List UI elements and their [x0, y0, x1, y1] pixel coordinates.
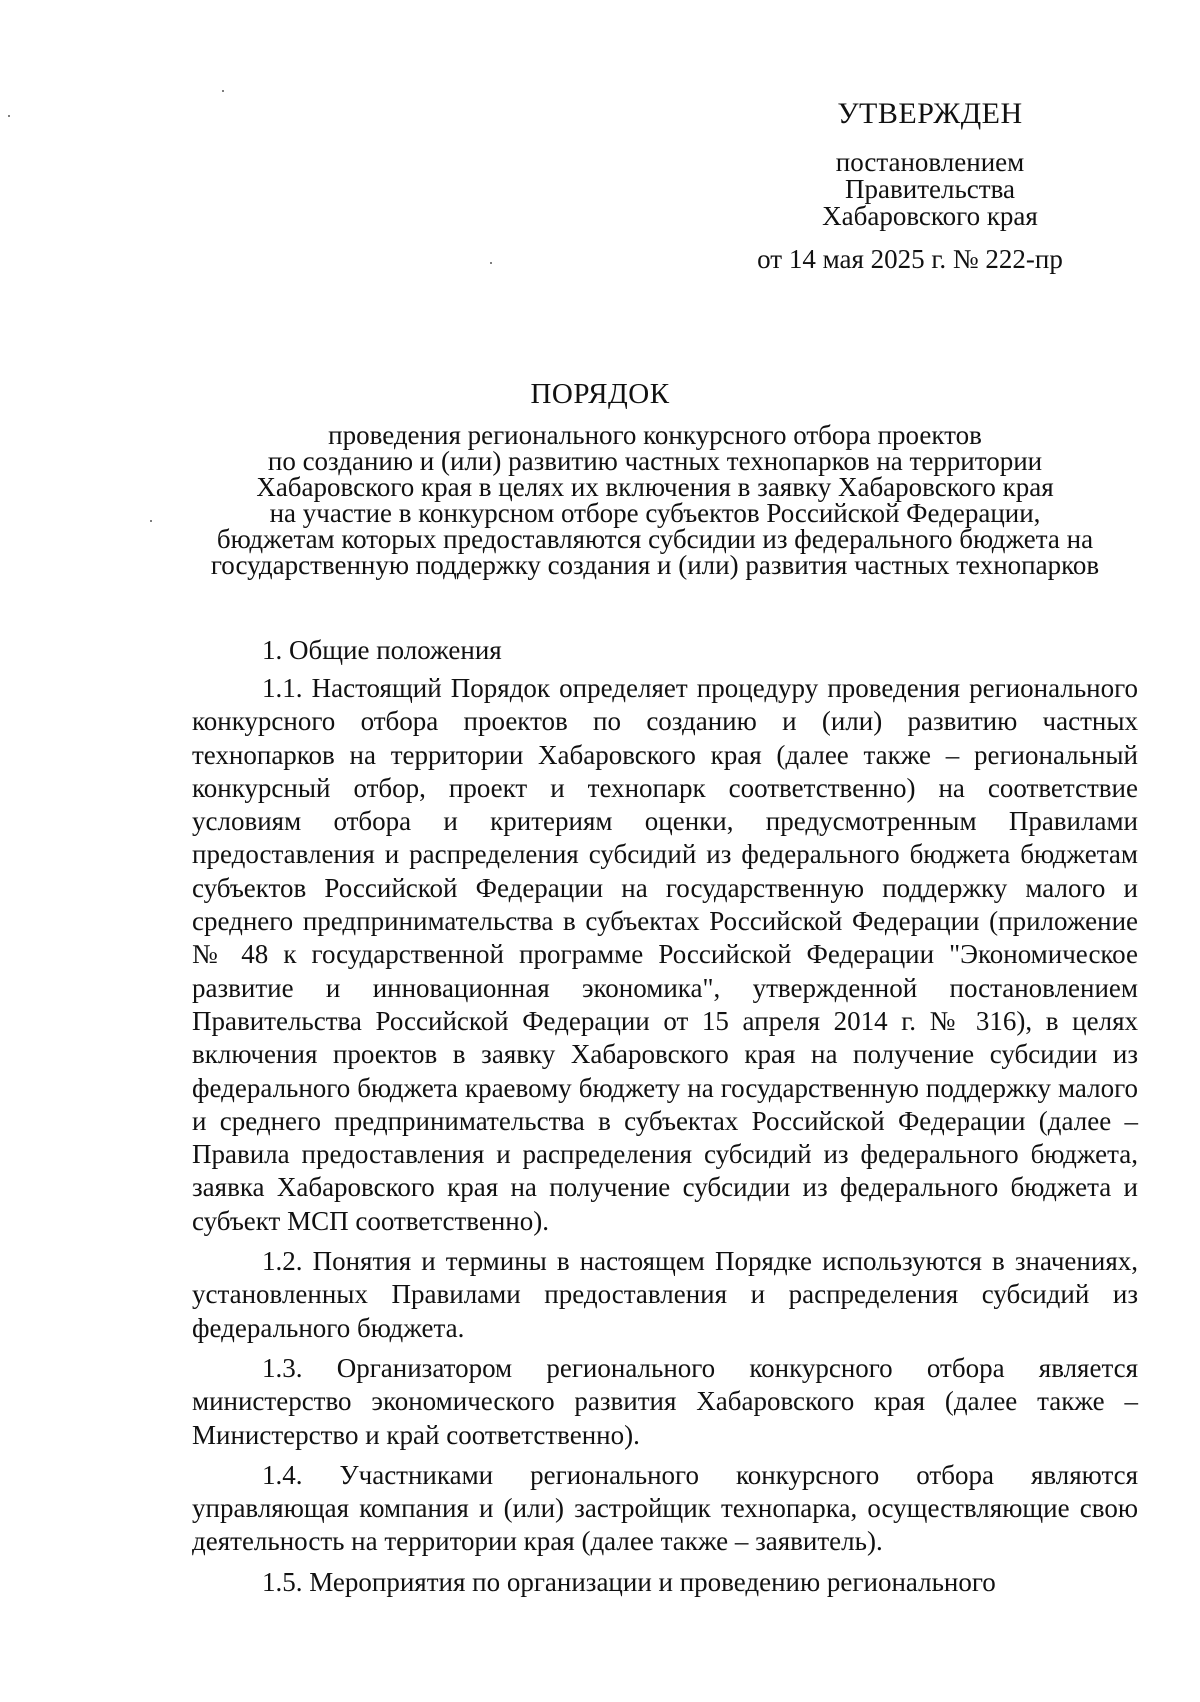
approval-block: [757, 97, 1100, 274]
subtitle-line: по созданию и (или) развитию частных технопарков на территории: [267, 446, 1043, 476]
document-subtitle: [170, 422, 1140, 578]
approved-heading: УТВЕРЖДЕН: [837, 97, 1023, 130]
section-heading: 1. Общие положения: [262, 635, 502, 665]
paragraph-1-4: 1.4. Участниками регионального конкурсного отбора являются управляющая компания и (или) застройщик технопарка, осуществляющие свою деятельность на территории края (далее также – заявитель).: [192, 1459, 1138, 1557]
scan-speck: [150, 520, 152, 522]
section-body: [192, 672, 1138, 1599]
approval-line: постановлением: [835, 147, 1025, 177]
scan-speck: [222, 90, 224, 92]
subtitle-line: Хабаровского края в целях их включения в заявку Хабаровского края: [256, 472, 1054, 502]
approval-date-number: от 14 мая 2025 г. № 222-пр: [757, 244, 1063, 274]
paragraph-1-1: 1.1. Настоящий Порядок определяет процедуру проведения регионального конкурсного отбора проектов по созданию и (или) развитию частных технопарков на территории Хабаровского края (далее также – региональный конкурсный отбор, проект и технопарк соответственно) на соответствие условиям отбора и критериям оценки, предусмотренным Правилами предоставления и распределения субсидий из федерального бюджета бюджетам субъектов Российской Федерации на государственную поддержку малого и среднего предпринимательства в субъектах Российской Федерации (приложение № 48 к государственной программе Российской Федерации "Экономическое развитие и инновационная экономика", утвержденной постановлением Правительства Российской Федерации от 15 апреля 2014 г. № 316), в целях включения проектов в заявку Хабаровского края на получение субсидии из федерального бюджета краевому бюджету на государственную поддержку малого и среднего предпринимательства в субъектах Российской Федерации (далее – Правила предоставления и распределения субсидий из федерального бюджета, заявка Хабаровского края на получение субсидии из федерального бюджета и субъект МСП соответственно).: [192, 673, 1138, 1236]
document-title: ПОРЯДОК: [530, 378, 670, 410]
paragraph-1-5: 1.5. Мероприятия по организации и проведению регионального: [262, 1566, 996, 1597]
approval-line: Правительства: [845, 174, 1015, 204]
paragraph-1-3: 1.3. Организатором регионального конкурсного отбора является министерство экономического развития Хабаровского края (далее также – Министерство и край соответственно).: [192, 1352, 1138, 1450]
subtitle-line: государственную поддержку создания и (или) развития частных технопарков: [210, 550, 1100, 580]
paragraph-1-2: 1.2. Понятия и термины в настоящем Порядке используются в значениях, установленных Правилами предоставления и распределения субсидий из федерального бюджета.: [192, 1246, 1138, 1343]
approval-line: Хабаровского края: [822, 201, 1038, 231]
subtitle-line: бюджетам которых предоставляются субсидии из федерального бюджета на: [216, 524, 1094, 554]
subtitle-line: на участие в конкурсном отборе субъектов Российской Федерации,: [269, 498, 1041, 528]
subtitle-line: проведения регионального конкурсного отбора проектов: [328, 420, 982, 450]
scan-speck: [490, 262, 492, 264]
scan-speck: [8, 115, 10, 117]
